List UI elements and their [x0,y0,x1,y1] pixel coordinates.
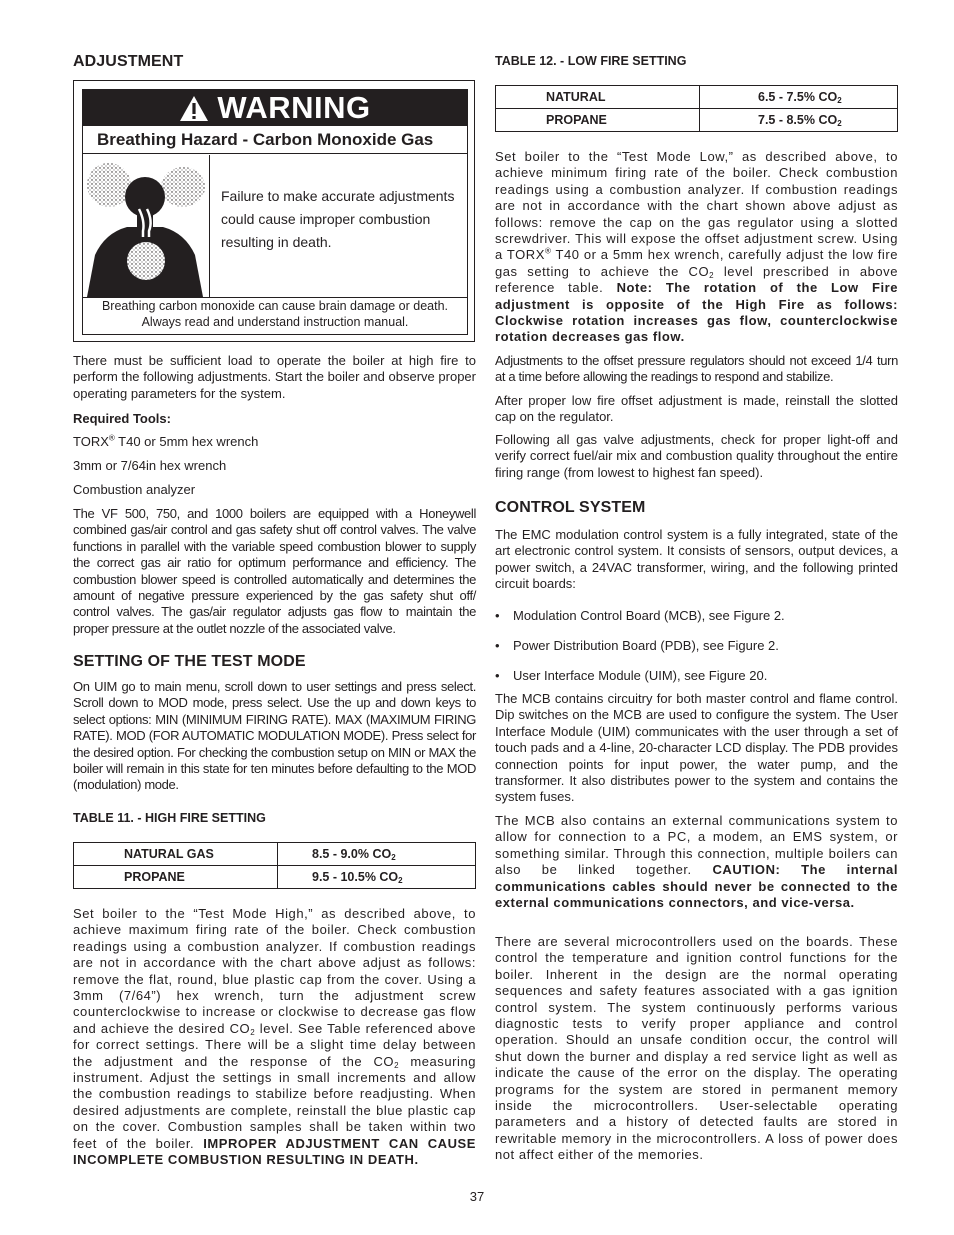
test-mode-heading: SETTING OF THE TEST MODE [73,653,306,670]
table-row [496,109,898,132]
registered-mark: ® [544,247,552,257]
warning-text-line: could cause improper combustion [221,211,431,227]
list-item-text: User Interface Module (UIM), see Figure 20. [513,668,768,683]
low-fire-paragraph [495,149,898,346]
subscript: 2 [837,119,842,128]
bold-warning: IMPROPER ADJUSTMENT CAN CAUSE INCOMPLETE COMBUSTION RESULTING IN DEATH. [73,1135,477,1168]
control-paragraph: The EMC modulation control system is a fully integrated, state of the art electronic control system. It consists of sensors, output devices, a power switch, a 24VAC transformer, wiring, and the following printed circuit boards: [495,527,898,592]
table-cell-name: PROPANE [496,109,700,132]
list-item: • Modulation Control Board (MCB), see Figure 2. [495,608,785,623]
table-cell-value [700,86,898,109]
subscript: 2 [391,853,396,862]
warning-text [221,185,461,254]
table-cell-name: PROPANE [74,866,278,889]
registered-mark: ® [108,433,115,443]
control-system-heading: CONTROL SYSTEM [495,499,646,516]
warning-box [73,80,475,342]
reinstall-paragraph: After proper low fire offset adjustment is made, reinstall the slotted cap on the regulator. [495,393,898,425]
honeywell-paragraph: The VF 500, 750, and 1000 boilers are equipped with a Honeywell combined gas/air control and gas safety shut off control valves. The valve functions in parallel with the variable speed combustion blower to supply the correct gas air ratio for optimum performance and efficiency. The combustion blower speed is controlled automatically and determines the amount of negative pressure experienced by the gas safety shut off/ control valves. The gas/air regulator adjusts gas flow to maintain the proper pressure at the outlet nozzle of the associated valve. [73,506,476,636]
tool-item: 3mm or 7/64in hex wrench [73,458,227,473]
bold-note: Note: The rotation of the Low Fire adjustment is opposite of the High Fire as follows: Clockwise rotation increases gas flow, counterclockwise rotation decreases gas flow. [495,280,899,345]
low-fire-table [495,85,898,132]
subscript: 2 [709,270,715,280]
value-text: 8.5 - 9.0% CO [312,847,392,861]
warning-text-line: resulting in death. [221,234,332,250]
warning-footer [83,298,467,330]
text-run: Set boiler to the “Test Mode High,” as described above, to achieve maximum firing rate of the boiler. Check combustion readings using a combustion analyzer. If combustion readings are not in accordance with the chart above adjust as follows: remove the flat, round, blue plastic cap from the cover. Using a 3mm (7/64”) hex wrench, turn the adjustment screw counterclockwise to increase or clockwise to decrease gas flow and achieve the desired CO [73,906,476,1036]
value-text: 7.5 - 8.5% CO [758,113,838,127]
table-row [74,843,476,866]
subscript: 2 [250,1027,256,1037]
table-cell-value [278,843,476,866]
tool-item: Combustion analyzer [73,482,196,497]
text-run: T40 or a 5mm hex wrench, carefully adjust the low fire gas setting to achieve the CO [495,247,898,279]
adjustment-heading: ADJUSTMENT [73,53,184,70]
table-row [74,866,476,889]
offset-paragraph: Adjustments to the offset pressure regulators should not exceed 1/4 turn at a time before allowing the readings to respond and stabilize. [495,353,898,385]
table-cell-name: NATURAL GAS [74,843,278,866]
following-paragraph: Following all gas valve adjustments, check for proper light-off and verify correct fuel/air mix and combustion quality throughout the entire firing range (from lowest to highest fan speed). [495,432,898,480]
table-cell-name: NATURAL [496,86,700,109]
tool-text: TORX [73,434,109,449]
warning-hazard: Breathing Hazard - Carbon Monoxide Gas [83,126,467,154]
warning-title: WARNING [217,90,371,125]
warning-banner [83,90,467,126]
test-mode-paragraph: On UIM go to main menu, scroll down to user settings and press select. Scroll down to MOD mode, press select. Use the up and down keys to select options: MIN (MINIMUM FIRING RATE). MAX (MAXIMUM FIRING RATE). MOD (FOR AUTOMATIC MODULATION MODE). Press select for the desired option. For checking the combustion setup on MIN or MAX the boiler will remain in this state for ten minutes before defaulting to the MOD (modulation) mode. [73,679,476,793]
subscript: 2 [398,876,403,885]
table-cell-value [278,866,476,889]
page-number: 37 [469,1189,485,1204]
warning-footer-line: Breathing carbon monoxide can cause brain damage or death. [101,299,449,313]
table11-title: TABLE 11. - HIGH FIRE SETTING [73,811,266,825]
text-run: Set boiler to the “Test Mode Low,” as described above, to achieve minimum firing rate of the boiler. Check combustion readings using a combustion analyzer. If combustion readings are not in accordance with the chart shown above adjust as follows: remove the cap on the gas regulator using a slotted screwdriver. This will expose the offset adjustment screw. Using a TORX [495,149,898,263]
subscript: 2 [394,1060,400,1070]
high-fire-paragraph [73,906,476,1169]
bold-caution: CAUTION: The internal communications cables should never be connected to the external communications connectors, and vice-versa. [495,862,898,911]
list-item-text: Modulation Control Board (MCB), see Figure 2. [513,608,785,623]
tool-item [73,434,258,449]
list-item: • Power Distribution Board (PDB), see Figure 2. [495,638,779,653]
table-cell-value [700,109,898,132]
subscript: 2 [837,96,842,105]
text-run: measuring instrument. Adjust the settings in small increments and allow the combustion readings to stabilize before readjusting. When desired adjustments are complete, reinstall the blue plastic cap on the cover. Combustion samples shall be taken within two feet of the boiler. [73,1053,476,1151]
mcb-paragraph: The MCB contains circuitry for both master control and flame control. Dip switches on the MCB are used to configure the system. The User Interface Module (UIM) communicates with the user through a set of touch pads and a 4-line, 20-character LCD display. The PDB provides connection points for input power, the water pump, and the transformer. It also distributes power to the system and contains the system fuses. [495,691,898,805]
text-run: level. See Table referenced above for correct settings. There will be a slight time delay between the adjustment and the response of the CO [73,1020,476,1069]
warning-footer-line: Always read and understand instruction manual. [141,315,409,329]
high-fire-table [73,842,476,889]
person-inhaling-gas-icon [83,155,208,297]
tool-text: T40 or 5mm hex wrench [114,434,259,449]
breathing-hazard-pictogram [83,155,210,297]
warning-label [82,89,468,335]
list-item-text: Power Distribution Board (PDB), see Figure 2. [513,638,779,653]
warning-body [83,155,467,298]
warning-text-line: Failure to make accurate adjustments [221,188,455,204]
text-run: The MCB also contains an external communications system to allow for connection to a PC, a modem, an EMS system, or something similar. Through this connection, multiple boilers can also be linked together. [495,813,898,878]
value-text: 6.5 - 7.5% CO [758,90,838,104]
microcontroller-paragraph: There are several microcontrollers used on the boards. These control the temperature and ignition control functions for the boiler. Inherent in the design are the normal operating sequences and safety features associated with a gas ignition control system. The system continuously performs various diagnostic tests to verify proper appliance and control operation. Should an unsafe condition occur, the control will shut down the burner and display a red service light as well as indicate the cause of the error on the display. The operating programs for the system are stored in permanent memory inside the microcontrollers. User-selectable operating parameters and a history of detected faults are stored in rewritable memory in the microcontrollers. A loss of power does not affect either of the memories. [495,934,898,1163]
table12-title: TABLE 12. - LOW FIRE SETTING [495,54,687,68]
list-item: • User Interface Module (UIM), see Figure 20. [495,668,768,683]
communications-paragraph [495,813,898,911]
warning-triangle-icon [179,95,209,122]
intro-paragraph: There must be sufficient load to operate the boiler at high fire to perform the following adjustments. Start the boiler and observe proper operating parameters for the system. [73,353,476,401]
required-tools-label: Required Tools: [73,411,171,426]
table-row [496,86,898,109]
text-run: level prescribed in above reference table. [495,263,898,296]
value-text: 9.5 - 10.5% CO [312,870,399,884]
